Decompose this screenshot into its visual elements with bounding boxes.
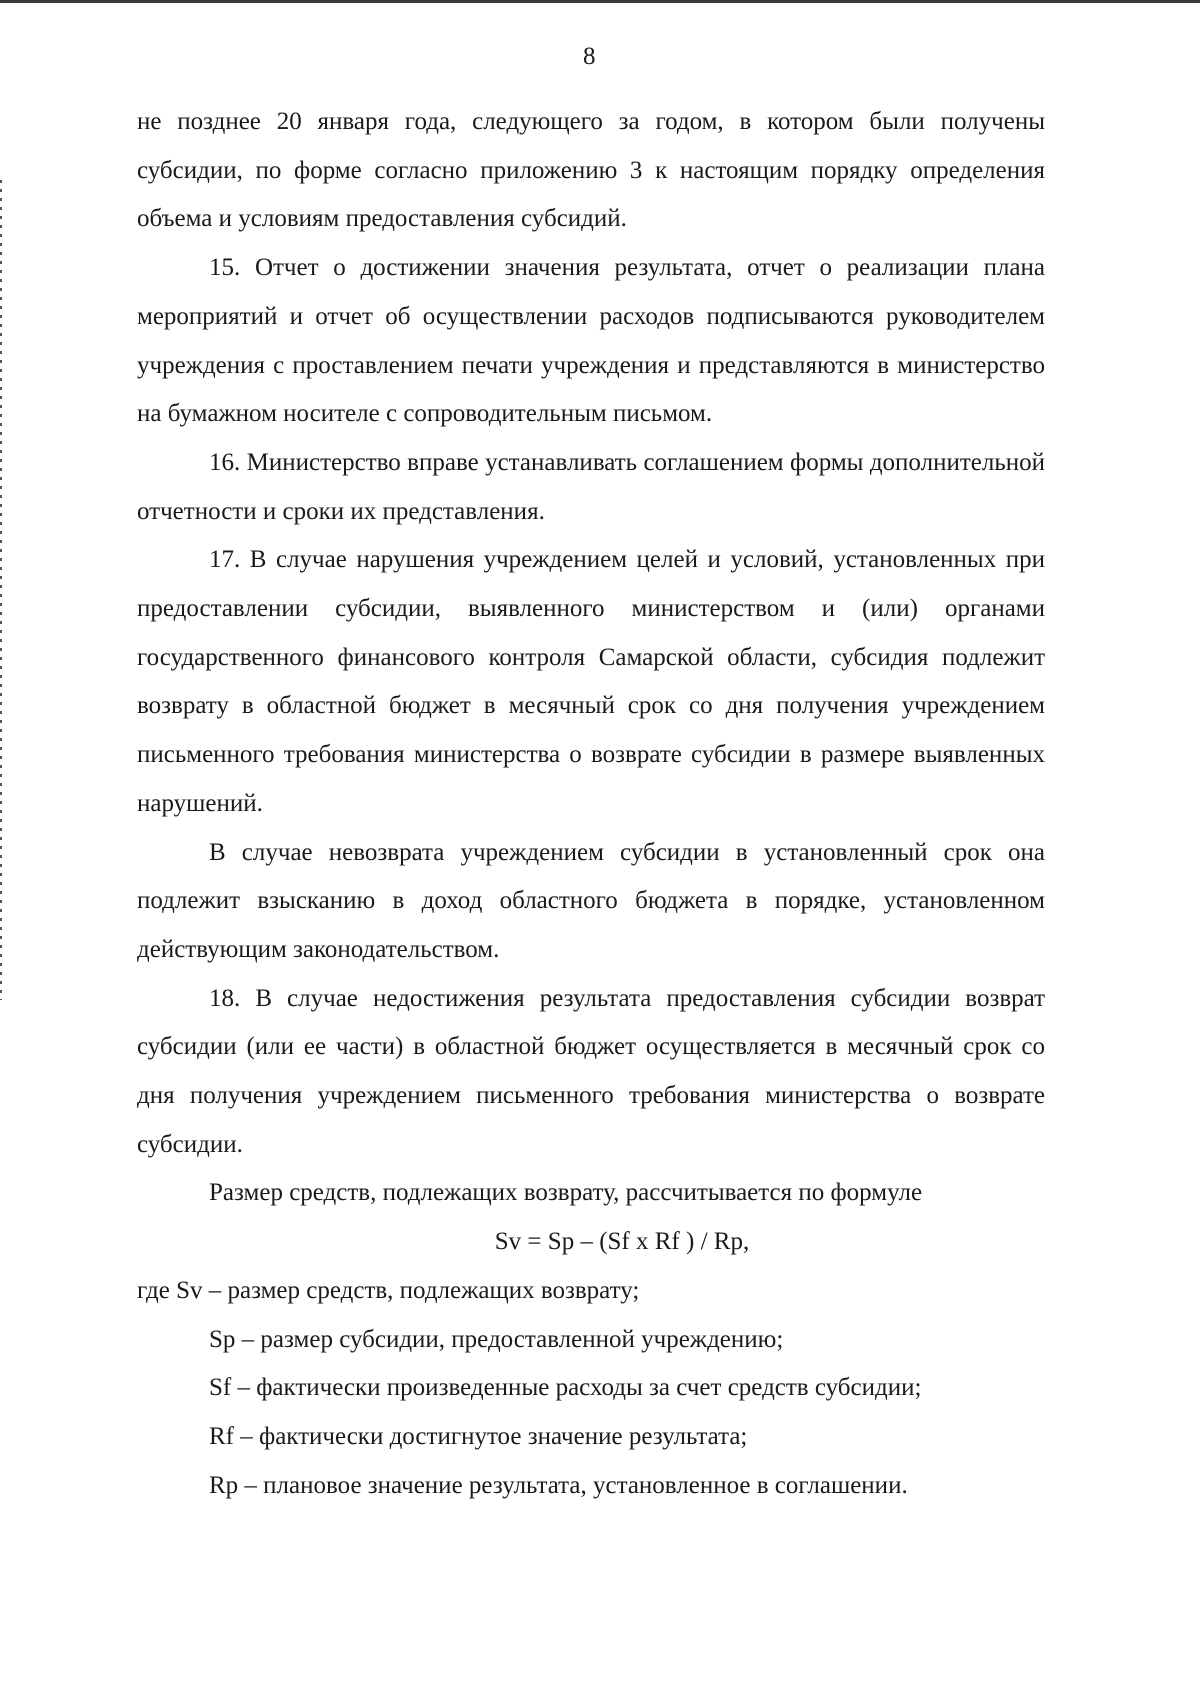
paragraph-15: 15. Отчет о достижении значения результата, отчет о реализации плана мероприятий и отчет об осуществлении расходов подписываются руководителем учреждения с проставлением печати учреждения и представляются в министерство на бумажном носителе с сопроводительным письмом. xyxy=(137,254,1045,428)
paragraph-17-continued: В случае невозврата учреждением субсидии в установленный срок она подлежит взысканию в доход областного бюджета в порядке, установленном действующим законодательством. xyxy=(137,838,1045,963)
scan-left-edge xyxy=(0,180,2,1000)
page-number: 8 xyxy=(583,43,596,70)
paragraph-17: 17. В случае нарушения учреждением целей и условий, установленных при предоставлении субсидии, выявленного министерством и (или) органами государственного финансового контроля Самарской области, субсидия подлежит возврату в областной бюджет в месячный срок со дня получения учреждением письменного требования министерства о возврате субсидии в размере выявленных нарушений. xyxy=(137,546,1045,817)
definition-rp: Rp – плановое значение результата, установленное в соглашении. xyxy=(209,1471,908,1499)
definition-sv: где Sv – размер средств, подлежащих возврату; xyxy=(137,1276,640,1304)
document-body xyxy=(137,98,1045,1510)
definition-sp: Sp – размер субсидии, предоставленной учреждению; xyxy=(209,1325,784,1353)
scan-top-edge xyxy=(0,0,1200,3)
paragraph-16: 16. Министерство вправе устанавливать соглашением формы дополнительной отчетности и сроки их представления. xyxy=(137,448,1045,525)
refund-formula: Sv = Sp – (Sf x Rf ) / Rp, xyxy=(494,1228,750,1256)
definition-rf: Rf – фактически достигнутое значение результата; xyxy=(209,1422,748,1450)
paragraph-formula-intro: Размер средств, подлежащих возврату, рассчитывается по формуле xyxy=(209,1179,923,1207)
paragraph-intro: не позднее 20 января года, следующего за годом, в котором были получены субсидии, по форме согласно приложению 3 к настоящим порядку определения объема и условиям предоставления субсидий. xyxy=(137,108,1045,233)
definition-sf: Sf – фактически произведенные расходы за счет средств субсидии; xyxy=(209,1374,922,1402)
paragraph-18: 18. В случае недостижения результата предоставления субсидии возврат субсидии (или ее части) в областной бюджет осуществляется в месячный срок со дня получения учреждением письменного требования министерства о возврате субсидии. xyxy=(137,984,1045,1158)
